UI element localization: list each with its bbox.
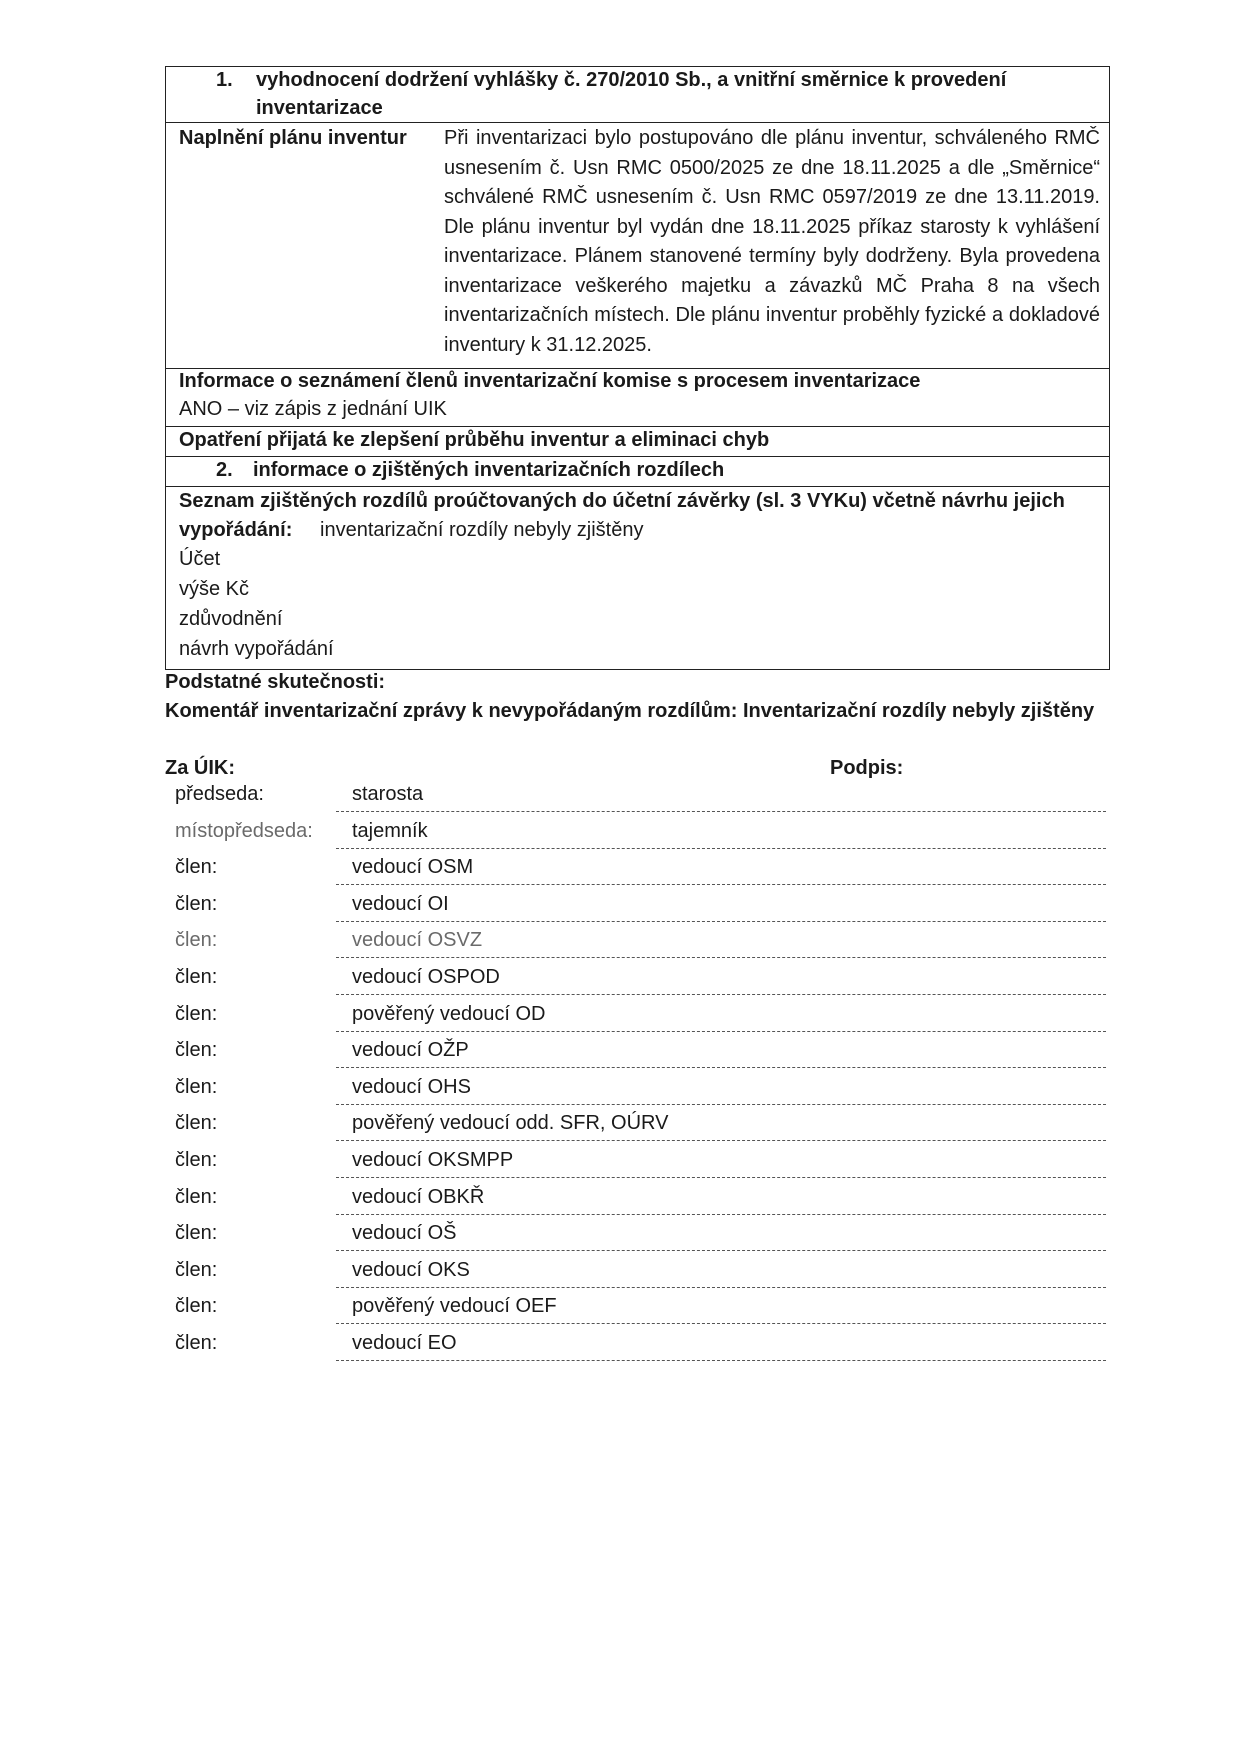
- field-reason: zdůvodnění: [179, 608, 283, 630]
- signature-line: [336, 1104, 1106, 1105]
- field-proposal: návrh vypořádání: [179, 638, 334, 660]
- signature-row-label: člen:: [175, 1149, 218, 1171]
- field-account: Účet: [179, 548, 221, 570]
- signature-row-label: člen:: [175, 1222, 218, 1245]
- signature-row-label: místopředseda:: [175, 819, 313, 842]
- signature-row-role: vedoucí OSM: [352, 856, 474, 879]
- signature-line: [336, 994, 1106, 995]
- section2-number: 2.: [216, 459, 233, 481]
- signature-row-label: člen:: [175, 1185, 218, 1208]
- signature-row-role: vedoucí OHS: [352, 1075, 471, 1098]
- divider: [165, 122, 1110, 123]
- signature-row-label: člen:: [175, 929, 218, 952]
- signature-row-role: starosta: [352, 783, 424, 805]
- signature-row-role: vedoucí OSPOD: [352, 966, 500, 988]
- plan-text: Při inventarizaci bylo postupováno dle plánu inventur, schváleného RMČ usnesením č. Usn RMC 0500/2025 ze dne 18.11.2025 a dle „Směrnice“ schválené RMČ usnesením č. Usn RMC 0597/2019 ze dne 13.11.2019. Dle plánu inventur byl vydán dne 18.11.2025 příkaz starosty k vyhlášení inventarizace. Plánem stanovené termíny byly dodrženy. Byla provedena inventarizace veškerého majetku a závazků MČ Praha 8 na všech inventarizačních místech. Dle plánu inventur proběhly fyzické a dokladové inventury k 31.12.2025.: [444, 127, 1100, 356]
- signature-line: [336, 921, 1106, 922]
- list-value: inventarizační rozdíly nebyly zjištěny: [320, 519, 644, 541]
- signature-row-label: člen:: [175, 892, 218, 915]
- signature-row-label: člen:: [175, 966, 218, 988]
- measures-label: Opatření přijatá ke zlepšení průběhu inventur a eliminaci chyb: [179, 429, 770, 451]
- signature-row-role: vedoucí OKS: [352, 1258, 470, 1281]
- signature-line: [336, 811, 1106, 812]
- signature-row-label: člen:: [175, 1112, 218, 1135]
- comment: Komentář inventarizační zprávy k nevypořádaným rozdílům: Inventarizační rozdíly nebyly zjištěny: [165, 700, 1095, 722]
- substantial-facts: Podstatné skutečnosti:: [165, 671, 386, 693]
- signature-line: [336, 957, 1106, 958]
- signature-line: [336, 1323, 1106, 1324]
- section1-title-line2: inventarizace: [256, 97, 383, 119]
- signature-row-label: člen:: [175, 1258, 218, 1281]
- signature-row-label: člen:: [175, 1002, 218, 1025]
- signature-row-label: člen:: [175, 1295, 218, 1318]
- plan-label: Naplnění plánu inventur: [179, 127, 407, 149]
- section2-title: informace o zjištěných inventarizačních rozdílech: [253, 459, 725, 481]
- signature-row-role: vedoucí EO: [352, 1332, 457, 1354]
- signature-row-role: vedoucí OI: [352, 892, 449, 915]
- signature-header: Podpis:: [830, 757, 904, 779]
- section1-number: 1.: [216, 69, 233, 91]
- signature-line: [336, 1031, 1106, 1032]
- signature-row-role: tajemník: [352, 819, 428, 842]
- info-value: ANO – viz zápis z jednání UIK: [179, 398, 447, 420]
- info-label: Informace o seznámení členů inventarizační komise s procesem inventarizace: [179, 370, 921, 392]
- signature-row-label: člen:: [175, 1332, 218, 1354]
- signature-row-role: pověřený vedoucí OD: [352, 1002, 546, 1025]
- signature-row-label: člen:: [175, 1075, 218, 1098]
- signature-line: [336, 1067, 1106, 1068]
- field-amount: výše Kč: [179, 578, 250, 600]
- signature-row-label: člen:: [175, 856, 218, 879]
- signature-line: [336, 1360, 1106, 1361]
- signature-row-role: pověřený vedoucí OEF: [352, 1295, 557, 1318]
- signature-line: [336, 1287, 1106, 1288]
- signature-row-label: předseda:: [175, 783, 264, 805]
- signature-line: [336, 1214, 1106, 1215]
- list-label-line1: Seznam zjištěných rozdílů proúčtovaných do účetní závěrky (sl. 3 VYKu) včetně návrhu jejich: [179, 490, 1065, 512]
- committee-header: Za ÚIK:: [165, 757, 235, 779]
- signature-line: [336, 1177, 1106, 1178]
- section1-title-line1: vyhodnocení dodržení vyhlášky č. 270/2010 Sb., a vnitřní směrnice k provedení: [256, 69, 1007, 91]
- signature-row-role: pověřený vedoucí odd. SFR, OÚRV: [352, 1112, 669, 1135]
- signature-row-label: člen:: [175, 1039, 218, 1062]
- signature-row-role: vedoucí OKSMPP: [352, 1149, 514, 1171]
- signature-line: [336, 884, 1106, 885]
- list-label-line2: vypořádání:: [179, 519, 293, 541]
- signature-row-role: vedoucí OSVZ: [352, 929, 483, 952]
- signature-line: [336, 1250, 1106, 1251]
- signature-row-role: vedoucí OBKŘ: [352, 1185, 485, 1208]
- signature-line: [336, 1140, 1106, 1141]
- signature-line: [336, 848, 1106, 849]
- signature-row-role: vedoucí OŽP: [352, 1039, 469, 1062]
- signature-row-role: vedoucí OŠ: [352, 1222, 457, 1245]
